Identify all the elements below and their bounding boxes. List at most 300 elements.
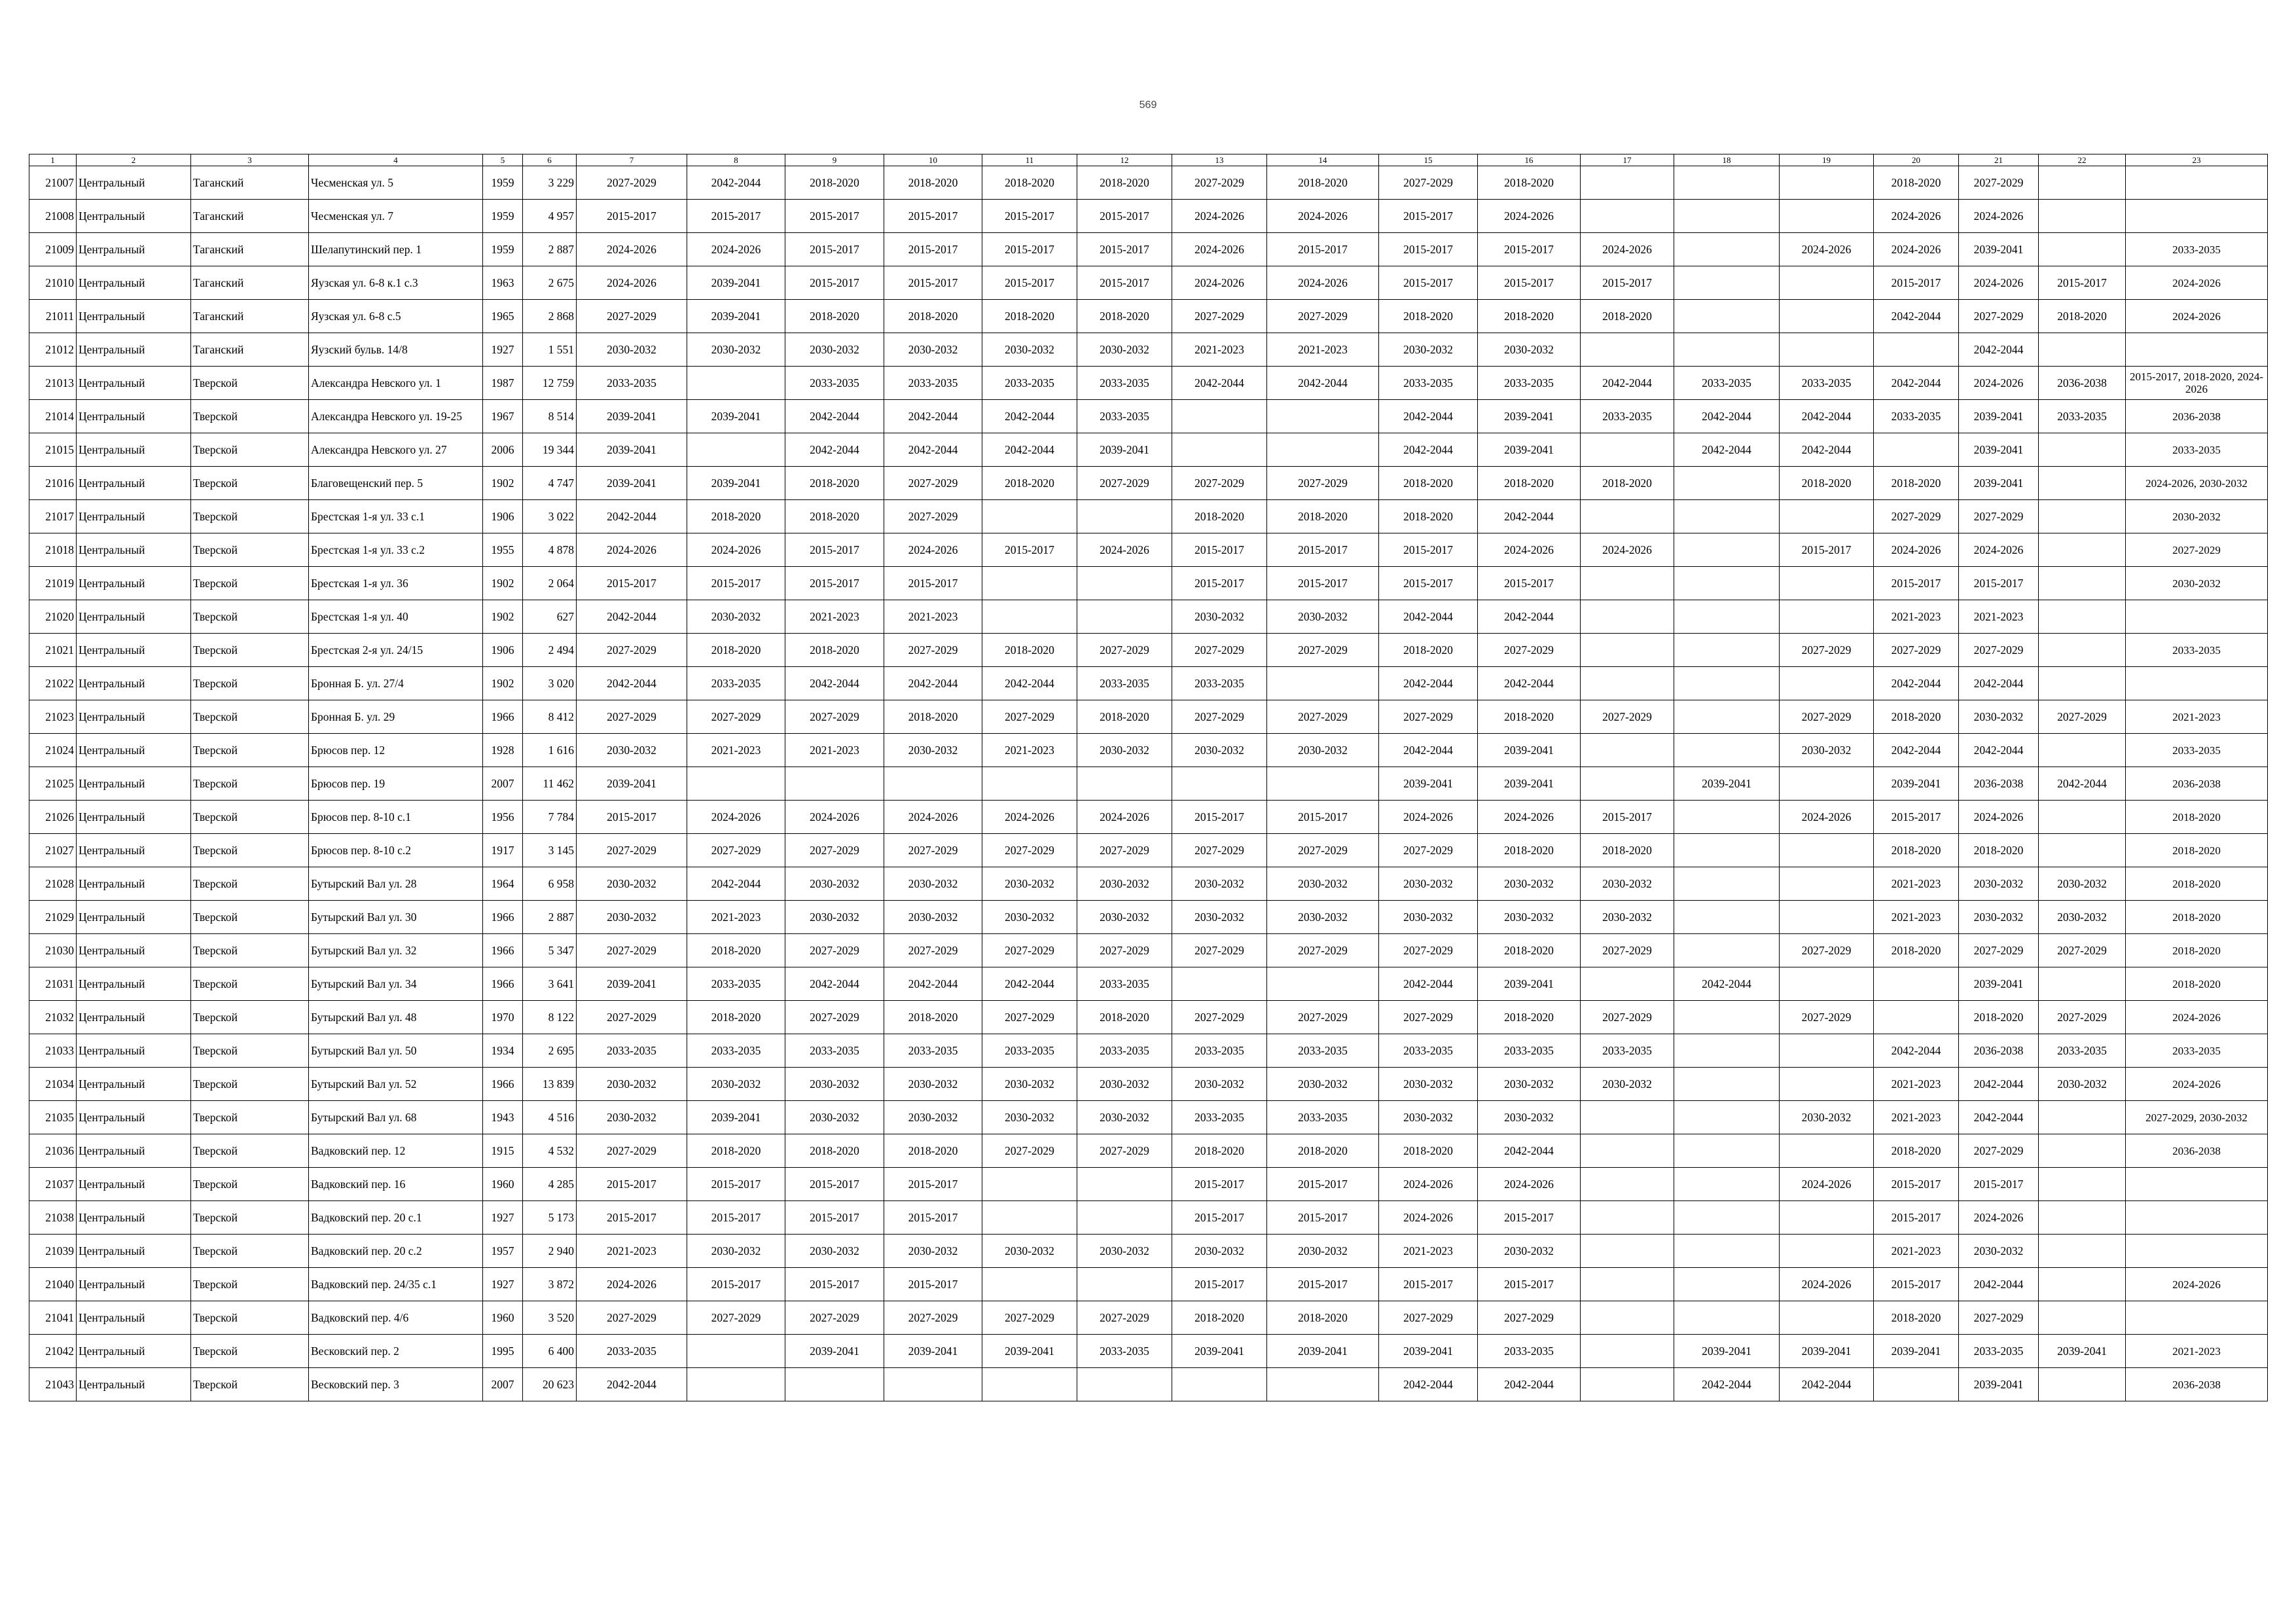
table-cell: 2039-2041 — [1172, 1335, 1267, 1368]
table-cell: 2042-2044 — [1379, 1368, 1478, 1401]
table-cell: 21034 — [29, 1068, 77, 1101]
table-cell: 2027-2029 — [1267, 700, 1379, 734]
table-cell: 2030-2032 — [1959, 901, 2039, 934]
table-row — [29, 266, 2268, 300]
table-cell: 2042-2044 — [577, 1368, 687, 1401]
table-cell: Центральный — [77, 634, 191, 667]
table-cell: 2033-2035 — [1959, 1335, 2039, 1368]
table-cell: 2042-2044 — [785, 967, 884, 1001]
table-cell: 21021 — [29, 634, 77, 667]
table-cell: Бутырский Вал ул. 48 — [309, 1001, 483, 1034]
table-cell: 2024-2026 — [1959, 266, 2039, 300]
table-cell — [785, 767, 884, 801]
table-cell — [1077, 1201, 1172, 1235]
table-cell: Вадковский пер. 20 с.1 — [309, 1201, 483, 1235]
table-cell: 2030-2032 — [1267, 600, 1379, 634]
table-cell: 21016 — [29, 467, 77, 500]
table-cell: 2042-2044 — [1379, 967, 1478, 1001]
table-cell: 2027-2029 — [1172, 700, 1267, 734]
table-cell: 2030-2032 — [884, 901, 982, 934]
table-cell: 2042-2044 — [1581, 367, 1674, 400]
table-cell: 2018-2020 — [1172, 1134, 1267, 1168]
table-cell: 21032 — [29, 1001, 77, 1034]
table-cell: 2033-2035 — [1379, 367, 1478, 400]
table-cell — [1674, 1034, 1780, 1068]
table-cell: 2030-2032 — [687, 1068, 785, 1101]
table-cell: 2024-2026 — [1780, 233, 1874, 266]
table-cell: 2027-2029 — [982, 1001, 1077, 1034]
table-cell: 2021-2023 — [1874, 1235, 1959, 1268]
table-cell: 2033-2035 — [1478, 367, 1581, 400]
table-cell: Тверской — [191, 801, 309, 834]
table-cell: 2027-2029 — [687, 1301, 785, 1335]
table-cell: 2033-2035 — [982, 367, 1077, 400]
table-cell — [687, 433, 785, 467]
table-cell: Центральный — [77, 400, 191, 433]
table-cell: Центральный — [77, 734, 191, 767]
table-cell: 2030-2032 — [1379, 901, 1478, 934]
table-cell: 2015-2017 — [1172, 1201, 1267, 1235]
table-cell: 2042-2044 — [687, 867, 785, 901]
table-cell — [982, 567, 1077, 600]
table-cell: 2021-2023 — [1874, 901, 1959, 934]
table-cell: 2015-2017 — [884, 233, 982, 266]
table-cell: Центральный — [77, 1201, 191, 1235]
table-cell: Центральный — [77, 1335, 191, 1368]
column-number-14: 14 — [1267, 154, 1379, 166]
table-cell — [1874, 433, 1959, 467]
table-cell — [1581, 767, 1674, 801]
table-cell: 2021-2023 — [1379, 1235, 1478, 1268]
table-cell: 2015-2017 — [687, 200, 785, 233]
table-cell: 21043 — [29, 1368, 77, 1401]
table-cell: 2018-2020 — [884, 166, 982, 200]
table-cell: Тверской — [191, 1335, 309, 1368]
table-cell: Центральный — [77, 700, 191, 734]
table-cell — [785, 1368, 884, 1401]
table-cell: 21022 — [29, 667, 77, 700]
table-cell: Центральный — [77, 1235, 191, 1268]
table-cell — [2039, 834, 2126, 867]
table-cell: 2030-2032 — [1379, 1101, 1478, 1134]
table-cell — [1674, 500, 1780, 533]
table-cell: 2027-2029 — [1172, 467, 1267, 500]
table-cell — [1780, 1301, 1874, 1335]
table-cell: 2033-2035 — [1780, 367, 1874, 400]
table-cell: 2027-2029 — [1780, 1001, 1874, 1034]
table-cell: 2039-2041 — [1674, 1335, 1780, 1368]
table-cell: 2018-2020 — [687, 1134, 785, 1168]
table-cell: 1956 — [483, 801, 523, 834]
table-cell: 2024-2026 — [1959, 200, 2039, 233]
table-cell: 2030-2032 — [1581, 867, 1674, 901]
table-cell: 2015-2017 — [2039, 266, 2126, 300]
table-cell: 2030-2032 — [577, 867, 687, 901]
table-cell — [1267, 767, 1379, 801]
column-number-23: 23 — [2126, 154, 2268, 166]
table-cell: 2018-2020 — [1379, 467, 1478, 500]
table-cell: 2033-2035 — [785, 367, 884, 400]
table-cell — [1581, 1335, 1674, 1368]
table-cell: Тверской — [191, 1368, 309, 1401]
table-cell: 2018-2020 — [2039, 300, 2126, 333]
table-cell: Бронная Б. ул. 29 — [309, 700, 483, 734]
table-cell — [1581, 1134, 1674, 1168]
table-cell: 2027-2029 — [1379, 700, 1478, 734]
table-cell: 2021-2023 — [687, 901, 785, 934]
table-cell: 1965 — [483, 300, 523, 333]
table-cell: 2036-2038 — [2039, 367, 2126, 400]
table-cell: Брестская 2-я ул. 24/15 — [309, 634, 483, 667]
table-cell: 2024-2026 — [884, 533, 982, 567]
table-cell: 2015-2017 — [1959, 567, 2039, 600]
table-cell — [1674, 333, 1780, 367]
table-cell: 2021-2023 — [1874, 600, 1959, 634]
table-cell: 2024-2026 — [1379, 1168, 1478, 1201]
table-cell: 2024-2026 — [1959, 533, 2039, 567]
table-cell — [1581, 1268, 1674, 1301]
table-cell — [1780, 834, 1874, 867]
table-cell: 21029 — [29, 901, 77, 934]
table-cell: 2024-2026 — [577, 266, 687, 300]
table-cell — [1674, 266, 1780, 300]
table-cell — [1674, 1101, 1780, 1134]
table-cell: 2021-2023 — [982, 734, 1077, 767]
table-cell: 2027-2029 — [1172, 166, 1267, 200]
table-cell: Центральный — [77, 1268, 191, 1301]
table-cell: 2018-2020 — [1172, 1301, 1267, 1335]
table-cell — [1780, 667, 1874, 700]
table-cell: Тверской — [191, 967, 309, 1001]
table-cell — [2126, 166, 2268, 200]
table-cell — [2039, 600, 2126, 634]
table-cell: 2024-2026 — [1780, 1268, 1874, 1301]
table-cell: 2027-2029 — [785, 700, 884, 734]
table-cell: 2042-2044 — [1959, 667, 2039, 700]
table-cell: 2042-2044 — [1379, 400, 1478, 433]
table-cell: 2018-2020 — [1267, 500, 1379, 533]
table-cell: 2030-2032 — [1267, 901, 1379, 934]
table-cell: 2030-2032 — [2039, 901, 2126, 934]
table-cell: 2036-2038 — [1959, 1034, 2039, 1068]
table-cell: 2015-2017 — [785, 1168, 884, 1201]
table-row — [29, 634, 2268, 667]
table-cell: 2015-2017 — [1172, 567, 1267, 600]
table-cell: Таганский — [191, 266, 309, 300]
table-cell: 2021-2023 — [785, 600, 884, 634]
table-cell: 4 532 — [523, 1134, 577, 1168]
table-cell: 2027-2029 — [982, 834, 1077, 867]
table-cell: 1906 — [483, 634, 523, 667]
table-cell: 21036 — [29, 1134, 77, 1168]
table-cell: 12 759 — [523, 367, 577, 400]
table-cell: Брестская 1-я ул. 33 с.2 — [309, 533, 483, 567]
table-cell: Центральный — [77, 1101, 191, 1134]
table-cell: 2042-2044 — [1674, 1368, 1780, 1401]
table-cell: 2030-2032 — [1077, 734, 1172, 767]
table-cell: 2042-2044 — [1478, 667, 1581, 700]
table-row — [29, 867, 2268, 901]
table-cell: 2027-2029 — [982, 934, 1077, 967]
table-cell: 21042 — [29, 1335, 77, 1368]
table-cell: 2021-2023 — [2126, 700, 2268, 734]
table-cell: 2033-2035 — [1267, 1034, 1379, 1068]
table-cell: 2027-2029 — [884, 467, 982, 500]
table-cell: 2027-2029 — [577, 166, 687, 200]
table-row — [29, 1335, 2268, 1368]
table-cell: 2024-2026 — [577, 533, 687, 567]
table-cell: 1967 — [483, 400, 523, 433]
table-cell — [982, 1368, 1077, 1401]
table-cell: 2036-2038 — [2126, 1134, 2268, 1168]
table-cell: 2018-2020 — [2126, 834, 2268, 867]
table-cell: 2033-2035 — [2126, 734, 2268, 767]
table-cell: 2007 — [483, 1368, 523, 1401]
table-cell: 2030-2032 — [1478, 867, 1581, 901]
table-cell: 2030-2032 — [982, 1101, 1077, 1134]
table-cell: 2042-2044 — [982, 433, 1077, 467]
table-cell — [687, 767, 785, 801]
table-cell — [1674, 467, 1780, 500]
table-cell: Бутырский Вал ул. 30 — [309, 901, 483, 934]
table-cell: 2027-2029 — [2126, 533, 2268, 567]
table-cell: Тверской — [191, 634, 309, 667]
table-cell: 21009 — [29, 233, 77, 266]
table-cell: 1934 — [483, 1034, 523, 1068]
table-cell: 2018-2020 — [1874, 834, 1959, 867]
table-cell: 2015-2017 — [1172, 533, 1267, 567]
table-cell: 2015-2017 — [1874, 266, 1959, 300]
table-cell: 2024-2026 — [1077, 801, 1172, 834]
table-cell: 2039-2041 — [1674, 767, 1780, 801]
table-cell: Центральный — [77, 667, 191, 700]
table-cell: 2018-2020 — [1077, 1001, 1172, 1034]
table-cell: 2024-2026 — [1172, 200, 1267, 233]
column-number-18: 18 — [1674, 154, 1780, 166]
column-number-15: 15 — [1379, 154, 1478, 166]
table-cell: 2015-2017 — [785, 533, 884, 567]
table-cell: 1927 — [483, 333, 523, 367]
table-cell: 2015-2017 — [1267, 801, 1379, 834]
table-cell: 2030-2032 — [1959, 1235, 2039, 1268]
table-cell: 2015-2017 — [687, 1168, 785, 1201]
table-cell: 2018-2020 — [1874, 166, 1959, 200]
table-cell: 2039-2041 — [1267, 1335, 1379, 1368]
table-cell: 2024-2026 — [1379, 1201, 1478, 1235]
table-cell: 2027-2029 — [1172, 634, 1267, 667]
table-cell: 2024-2026 — [1478, 200, 1581, 233]
table-cell: 21035 — [29, 1101, 77, 1134]
table-cell: 2018-2020 — [1959, 1001, 2039, 1034]
table-cell: 2027-2029 — [1077, 467, 1172, 500]
table-cell: 2018-2020 — [2126, 967, 2268, 1001]
table-cell — [2039, 333, 2126, 367]
table-cell: 2039-2041 — [1959, 967, 2039, 1001]
table-cell: Центральный — [77, 533, 191, 567]
table-cell: 2027-2029 — [1581, 700, 1674, 734]
table-row — [29, 934, 2268, 967]
table-cell: 2015-2017 — [687, 1201, 785, 1235]
table-cell: 2015-2017 — [577, 801, 687, 834]
table-cell: 2042-2044 — [1874, 1034, 1959, 1068]
table-cell: Вадковский пер. 16 — [309, 1168, 483, 1201]
column-number-19: 19 — [1780, 154, 1874, 166]
table-cell: 13 839 — [523, 1068, 577, 1101]
table-cell — [2039, 467, 2126, 500]
table-cell: Тверской — [191, 1134, 309, 1168]
table-cell: 1966 — [483, 901, 523, 934]
table-cell: 4 285 — [523, 1168, 577, 1201]
table-cell: 2018-2020 — [785, 1134, 884, 1168]
table-cell: 2027-2029 — [1267, 834, 1379, 867]
page-number: 569 — [1139, 99, 1157, 111]
table-cell: Тверской — [191, 934, 309, 967]
table-cell — [1674, 834, 1780, 867]
table-cell: 2030-2032 — [1172, 867, 1267, 901]
table-cell: 2015-2017 — [785, 200, 884, 233]
table-cell: 2030-2032 — [577, 1101, 687, 1134]
table-cell: 2030-2032 — [1172, 600, 1267, 634]
table-cell: 2039-2041 — [1959, 400, 2039, 433]
table-cell: 5 173 — [523, 1201, 577, 1235]
table-cell: Бутырский Вал ул. 28 — [309, 867, 483, 901]
table-cell: 2033-2035 — [884, 367, 982, 400]
table-cell: 2030-2032 — [1077, 1235, 1172, 1268]
column-number-4: 4 — [309, 154, 483, 166]
table-cell — [1674, 667, 1780, 700]
table-cell: 2018-2020 — [1379, 634, 1478, 667]
register-table — [29, 154, 2268, 1401]
table-cell — [1874, 967, 1959, 1001]
table-row — [29, 1168, 2268, 1201]
table-cell: Бутырский Вал ул. 68 — [309, 1101, 483, 1134]
table-cell: 2042-2044 — [1959, 333, 2039, 367]
table-cell: 2024-2026 — [1379, 801, 1478, 834]
table-cell: 1959 — [483, 233, 523, 266]
table-cell: 2027-2029 — [1581, 934, 1674, 967]
table-cell: 2024-2026 — [1780, 801, 1874, 834]
table-cell: 2024-2026 — [577, 1268, 687, 1301]
table-cell: 2039-2041 — [2039, 1335, 2126, 1368]
table-cell: 2030-2032 — [1077, 1101, 1172, 1134]
table-cell: 2027-2029 — [1379, 934, 1478, 967]
table-cell: 2039-2041 — [1077, 433, 1172, 467]
table-cell: 2027-2029 — [785, 834, 884, 867]
table-cell: 2042-2044 — [785, 400, 884, 433]
table-cell: Центральный — [77, 901, 191, 934]
table-cell: 2027-2029 — [785, 1001, 884, 1034]
table-cell: Центральный — [77, 600, 191, 634]
table-cell: 2039-2041 — [577, 433, 687, 467]
table-cell: 2024-2026 — [687, 801, 785, 834]
table-cell: 21033 — [29, 1034, 77, 1068]
table-cell: 2033-2035 — [982, 1034, 1077, 1068]
table-cell: 2015-2017 — [884, 1201, 982, 1235]
table-cell: 2030-2032 — [577, 901, 687, 934]
table-cell: 2018-2020 — [884, 300, 982, 333]
table-cell: 1902 — [483, 667, 523, 700]
table-cell: 1927 — [483, 1201, 523, 1235]
table-cell: Центральный — [77, 333, 191, 367]
table-cell: 2039-2041 — [1478, 734, 1581, 767]
table-cell: Центральный — [77, 200, 191, 233]
table-cell — [1674, 233, 1780, 266]
table-row — [29, 400, 2268, 433]
table-cell: 2027-2029 — [785, 934, 884, 967]
table-cell: 2 675 — [523, 266, 577, 300]
table-cell: 2039-2041 — [1874, 1335, 1959, 1368]
table-row — [29, 834, 2268, 867]
table-cell: 21026 — [29, 801, 77, 834]
table-cell: 2030-2032 — [687, 600, 785, 634]
table-cell: 2021-2023 — [577, 1235, 687, 1268]
table-cell: 2039-2041 — [577, 767, 687, 801]
table-cell: 2033-2035 — [1478, 1335, 1581, 1368]
table-cell: 2042-2044 — [982, 400, 1077, 433]
table-cell: 2027-2029 — [577, 1301, 687, 1335]
table-cell: 2024-2026 — [2126, 266, 2268, 300]
table-cell: 2024-2026 — [1267, 266, 1379, 300]
table-cell: 2018-2020 — [2126, 901, 2268, 934]
table-cell — [1780, 500, 1874, 533]
table-cell: 2039-2041 — [1780, 1335, 1874, 1368]
table-cell: Таганский — [191, 166, 309, 200]
table-cell: 2027-2029 — [687, 834, 785, 867]
table-cell: 8 514 — [523, 400, 577, 433]
table-cell: Тверской — [191, 1001, 309, 1034]
table-cell: 1960 — [483, 1168, 523, 1201]
table-cell — [1581, 1101, 1674, 1134]
table-cell: 2024-2026 — [1780, 1168, 1874, 1201]
table-cell: 2039-2041 — [785, 1335, 884, 1368]
table-cell: 2030-2032 — [1172, 901, 1267, 934]
table-cell: 2027-2029 — [577, 700, 687, 734]
table-cell: 2027-2029 — [1172, 934, 1267, 967]
table-cell: 2024-2026 — [1478, 1168, 1581, 1201]
table-cell: 2027-2029 — [1172, 834, 1267, 867]
table-cell: 2018-2020 — [982, 634, 1077, 667]
table-cell — [2039, 1101, 2126, 1134]
table-cell: 21038 — [29, 1201, 77, 1235]
table-cell: Тверской — [191, 1168, 309, 1201]
table-cell: 2 494 — [523, 634, 577, 667]
table-cell: 1906 — [483, 500, 523, 533]
table-cell: 21024 — [29, 734, 77, 767]
table-cell: 2039-2041 — [687, 400, 785, 433]
table-cell: 2027-2029 — [785, 1301, 884, 1335]
table-cell: Шелапутинский пер. 1 — [309, 233, 483, 266]
table-cell: 2033-2035 — [785, 1034, 884, 1068]
table-cell: 7 784 — [523, 801, 577, 834]
table-cell: 2024-2026 — [1959, 801, 2039, 834]
table-cell: 2039-2041 — [1874, 767, 1959, 801]
table-cell: 2021-2023 — [687, 734, 785, 767]
table-cell: 2015-2017 — [1874, 801, 1959, 834]
table-cell: 2018-2020 — [1478, 934, 1581, 967]
table-cell: Бутырский Вал ул. 50 — [309, 1034, 483, 1068]
table-cell: Тверской — [191, 767, 309, 801]
table-cell — [1581, 967, 1674, 1001]
table-cell — [1674, 1068, 1780, 1101]
table-cell: 2030-2032 — [982, 333, 1077, 367]
table-cell: 2015-2017 — [982, 533, 1077, 567]
table-cell: Тверской — [191, 433, 309, 467]
table-cell: 2018-2020 — [1379, 1134, 1478, 1168]
table-cell: 2030-2032 — [2039, 867, 2126, 901]
column-number-1: 1 — [29, 154, 77, 166]
table-cell: Таганский — [191, 233, 309, 266]
column-number-12: 12 — [1077, 154, 1172, 166]
